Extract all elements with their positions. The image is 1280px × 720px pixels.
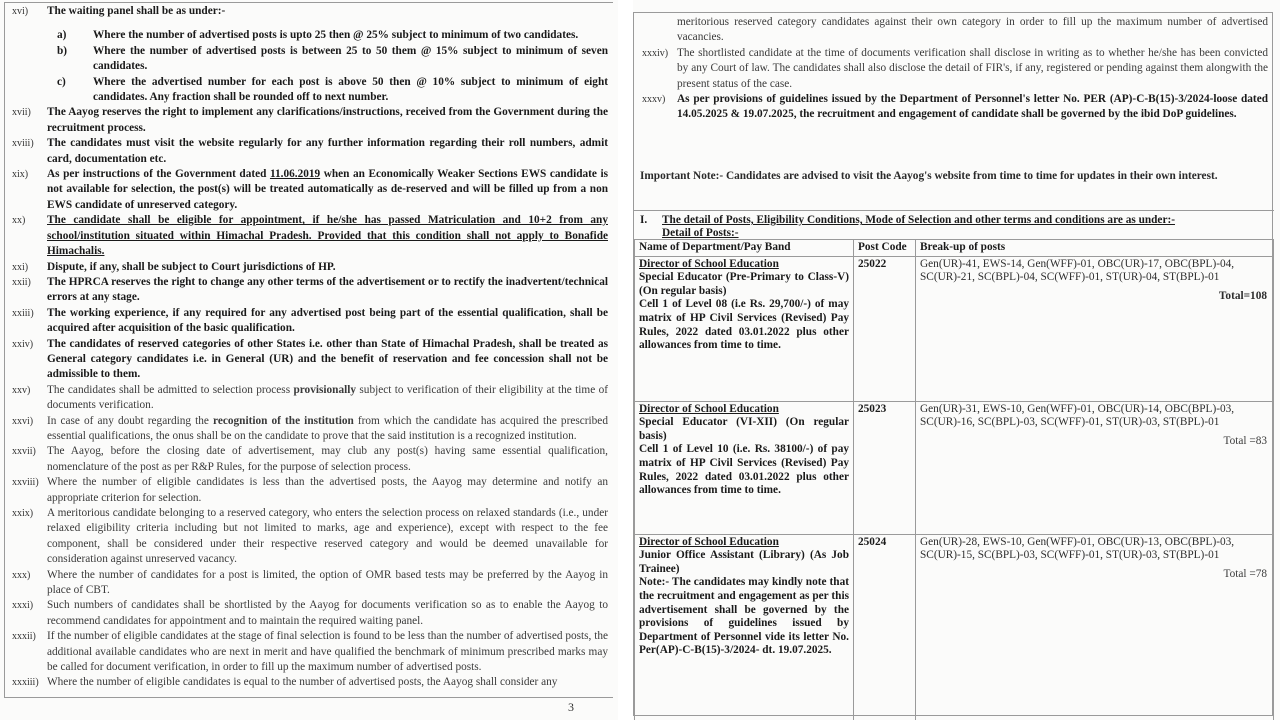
post-name: Junior Office Assistant (Library) (As Job Trainee): [639, 549, 849, 575]
government-date: 11.06.2019: [269, 168, 321, 181]
term-text: The HPRCA reserves the right to change any other terms of the advertisement or to rectify the inadvertent/technical errors at any stage.: [47, 275, 608, 304]
term-item: [6, 475, 608, 506]
term-number: xxix): [12, 508, 34, 519]
term-text-part: The candidates shall be admitted to selection process: [47, 383, 294, 396]
term-item: [6, 105, 608, 136]
term-text: Dispute, if any, shall be subject to Court jurisdictions of HP.: [47, 260, 336, 273]
term-item: [6, 337, 608, 383]
term-item: [636, 92, 1268, 123]
term-text: [47, 383, 608, 414]
term-item: [6, 213, 608, 259]
term-number: xxxi): [12, 600, 34, 612]
term-number: xxiii): [12, 307, 34, 319]
department-name: Director of School Education: [639, 535, 779, 548]
term-number: xxxiii): [12, 677, 39, 689]
section-divider: [634, 210, 1274, 211]
breakup-text: Gen(UR)-28, EWS-10, Gen(WFF)-01, OBC(UR)-13, OBC(BPL)-03, SC(UR)-15, SC(BPL)-03, SC(WFF)-01, ST(UR)-03, ST(BPL)-01: [920, 535, 1235, 562]
sub-item-text: Where the number of advertised posts is between 25 to 50 them @ 15% subject to minimum of seven candidates.: [93, 44, 608, 73]
term-text: Where the number of eligible candidates is less than the advertised posts, the Aayog may determine and notify an appropriate criterion for selection.: [47, 476, 608, 504]
term-text: The candidates must visit the website regularly for any further information regarding their roll numbers, admit card, documentation etc.: [47, 137, 608, 165]
term-text: A meritorious candidate belonging to a reserved category, who enters the selection process on relaxed standards (i.e., under relaxed eligibility criteria including but not limited to marks, age and experience), except with respect to the fee component, shall be considered under their respective reserved category and would be deemed unavailable for consideration against unreserved vacancy.: [47, 507, 608, 566]
term-text: As per provisions of guidelines issued by the Department of Personnel's letter No. PER (AP)-C-B(15)-3/2024-loose dated 14.05.2025 & 19.07.2025, the recruitment and engagement of candidate shall be governed by the ibid DoP guidelines.: [677, 93, 1268, 121]
department-name: Director of School Education: [639, 257, 779, 270]
total-posts: Total=108: [1218, 289, 1267, 302]
total-posts: Total =83: [1223, 434, 1267, 447]
sub-item: [57, 75, 608, 106]
right-page: [633, 0, 1280, 720]
table-header-row: [635, 240, 1274, 257]
term-number: xxiv): [12, 338, 34, 350]
term-number: xxxiv): [642, 47, 669, 59]
term-number: xxvi): [12, 415, 34, 427]
section-title: The detail of Posts, Eligibility Conditions, Mode of Selection and other terms and conditions are as under:-: [662, 214, 1175, 226]
post-code-cell: 25023: [854, 401, 916, 534]
column-header-breakup: Break-up of posts: [916, 240, 1274, 257]
term-text: The waiting panel shall be as under:-: [47, 5, 226, 17]
term-number: xxvii): [12, 446, 36, 458]
post-code-cell: 25022: [854, 256, 916, 401]
department-cell: [635, 534, 854, 720]
term-item: [6, 275, 608, 306]
breakup-text: Gen(UR)-31, EWS-10, Gen(WFF)-01, OBC(UR)-14, OBC(BPL)-03, SC(UR)-16, SC(BPL)-03, SC(WFF)-01, ST(UR)-03, ST(BPL)-01: [920, 402, 1235, 429]
sub-item-number: c): [57, 75, 66, 88]
term-text-part: from which the candidate has acquired the prescribed essential qualifications, the onus shall be on the candidate to prove that the said institution is a recognized institution.: [47, 414, 608, 442]
term-text-part: when an Economically Weaker Sections EWS candidate is not available for selection, the post(s) will be treated automatically as de-reserved and will be filled up from a non EWS candidate of unreserved category.: [47, 168, 609, 211]
column-header-department: Name of Department/Pay Band: [635, 240, 854, 257]
posts-table: [634, 239, 1274, 720]
term-item: [6, 383, 608, 414]
term-number: xxxii): [12, 631, 36, 643]
term-text: The working experience, if any required for any advertised post being part of the essential qualification, shall be acquired after acquisition of the basic qualification.: [47, 306, 608, 335]
left-page: [0, 0, 618, 720]
term-item: [6, 306, 608, 337]
sub-item: [57, 28, 608, 43]
table-row: [635, 256, 1274, 401]
term-number: xvii): [12, 107, 31, 119]
breakup-cell: [916, 256, 1274, 401]
term-text: The candidate shall be eligible for appointment, if he/she has passed Matriculation and 10+2 from any school/institution situated within Himachal Pradesh. Provided that this condition shall not apply to Bonafide Himachalis.: [47, 214, 608, 258]
term-text: [47, 414, 608, 445]
term-item: [6, 167, 608, 213]
section-subtitle: Detail of Posts:-: [662, 227, 739, 239]
term-number: xxii): [12, 276, 31, 288]
right-page-frame: [633, 12, 1273, 716]
term-number: xxx): [12, 569, 31, 581]
post-name: Special Educator (VI-XII) (On regular basis): [639, 416, 849, 442]
term-number: xxxv): [642, 94, 666, 106]
term-item: [6, 568, 608, 599]
term-item: [6, 598, 608, 629]
table-row: [635, 401, 1274, 534]
sub-item: [57, 44, 608, 75]
term-item: [636, 46, 1268, 92]
term-text: The Aayog reserves the right to implement any clarifications/instructions, received from the Government during the recruitment process.: [47, 106, 608, 134]
term-number: xix): [12, 169, 29, 181]
term-number: [636, 15, 677, 46]
term-item: [6, 260, 608, 275]
term-number: xviii): [12, 138, 34, 150]
left-terms-list: [6, 4, 608, 691]
department-cell: [635, 401, 854, 534]
term-item: [6, 444, 608, 475]
pay-details: Cell 1 of Level 08 (i.e Rs. 29,700/-) of may matrix of HP Civil Services (Revised) Pay Rules, 2022 dated 03.01.2022 plus other allowances from time to time.: [639, 298, 849, 352]
section-number: I.: [640, 214, 648, 226]
sub-item-number: b): [57, 44, 68, 57]
term-text: The shortlisted candidate at the time of documents verification shall disclose in writing as to whether he/she has been convicted by any Court of law. The candidates shall also disclose the detail of FIR's, if any, registered or pending against them alongwith the present status of the case.: [677, 46, 1268, 90]
term-emphasis: provisionally: [293, 383, 357, 396]
term-text: The candidates of reserved categories of other States i.e. other than State of Himachal Pradesh, shall be treated as General category candidates i.e. in General (UR) and the benefit of reservation and fee concession shall not be admissible to them.: [47, 337, 608, 381]
table-row: [635, 534, 1274, 720]
sub-item-number: a): [57, 29, 67, 42]
term-text: meritorious reserved category candidates against their own category in order to fill up the maximum number of advertised vacancies.: [677, 16, 1268, 44]
post-name: Special Educator (Pre-Primary to Class-V) (On regular basis): [639, 271, 849, 297]
term-emphasis: recognition of the institution: [213, 414, 354, 427]
important-note: Important Note:- Candidates are advised to visit the Aayog's website from time to time for updates in their own interest.: [640, 170, 1218, 182]
sub-item-text: Where the number of advertised posts is upto 25 then @ 25% subject to minimum of two candidates.: [93, 29, 579, 42]
post-code-cell: 25024: [854, 534, 916, 720]
term-item-continued: [636, 15, 1268, 46]
term-number: xxv): [12, 384, 31, 396]
term-text-part: As per instructions of the Government dated: [47, 168, 270, 181]
sub-item-text: Where the advertised number for each post is above 50 then @ 10% subject to minimum of eight candidates. Any fraction shall be rounded off to next number.: [93, 75, 608, 104]
term-text: Such numbers of candidates shall be shortlisted by the Aayog for documents verification so as to enable the Aayog to recommend candidates for appointment and to maintain the required waiting panel.: [47, 599, 608, 627]
term-text: Where the number of candidates for a post is limited, the option of OMR based tests may be preferred by the Aayog in place of CBT.: [47, 568, 608, 597]
term-item: [6, 675, 608, 690]
department-name: Director of School Education: [639, 402, 779, 415]
pay-details: Cell 1 of Level 10 (i.e. Rs. 38100/-) of pay matrix of HP Civil Services (Revised) Pay Rules, 2022 dated 03.01.2022 plus other allowances from time to time.: [639, 443, 849, 497]
term-text: [47, 167, 608, 213]
term-text: If the number of eligible candidates at the stage of final selection is found to be less than the number of advertised posts, the additional available candidates who are next in merit and have qualified the benchmark of minimum prescribed marks may be called for document verification, in order to fill up the maximum number of advertised posts.: [47, 630, 608, 674]
department-cell: [635, 256, 854, 401]
breakup-cell: [916, 534, 1274, 720]
term-text: Where the number of eligible candidates is equal to the number of advertised posts, the Aayog shall consider any: [47, 676, 558, 689]
term-item: [6, 136, 608, 167]
term-item: [6, 629, 608, 675]
right-terms-list: [636, 15, 1268, 123]
breakup-text: Gen(UR)-41, EWS-14, Gen(WFF)-01, OBC(UR)-17, OBC(BPL)-04, SC(UR)-21, SC(BPL)-04, SC(WFF)-01, ST(UR)-04, ST(BPL)-01: [920, 257, 1235, 284]
term-item: [6, 4, 608, 19]
term-number: xxviii): [12, 477, 39, 489]
pay-details: Note:- The candidates may kindly note that the recruitment and engagement as per this advertisement shall be governed by the provisions of guidelines issued by Department of Personnel vide its letter No. Per(AP)-C-B(15)-3/2024- dt. 19.07.2025.: [639, 576, 849, 657]
section-heading: [640, 214, 1268, 227]
total-posts: Total =78: [1223, 567, 1267, 580]
term-item: [6, 506, 608, 568]
column-header-post-code: Post Code: [854, 240, 916, 257]
term-number: xx): [12, 215, 26, 227]
term-number: xvi): [12, 6, 29, 17]
breakup-cell: [916, 401, 1274, 534]
term-text-part: In case of any doubt regarding the: [47, 414, 214, 427]
term-text: The Aayog, before the closing date of advertisement, may club any post(s) having same essential qualification, nomenclature of the post as per R&P Rules, for the purpose of selection process.: [47, 445, 608, 473]
term-number: xxi): [12, 261, 29, 273]
page-number: 3: [568, 700, 574, 714]
term-item: [6, 414, 608, 445]
term-text-part: subject to verification of their eligibility at the time of documents verification.: [47, 383, 608, 412]
